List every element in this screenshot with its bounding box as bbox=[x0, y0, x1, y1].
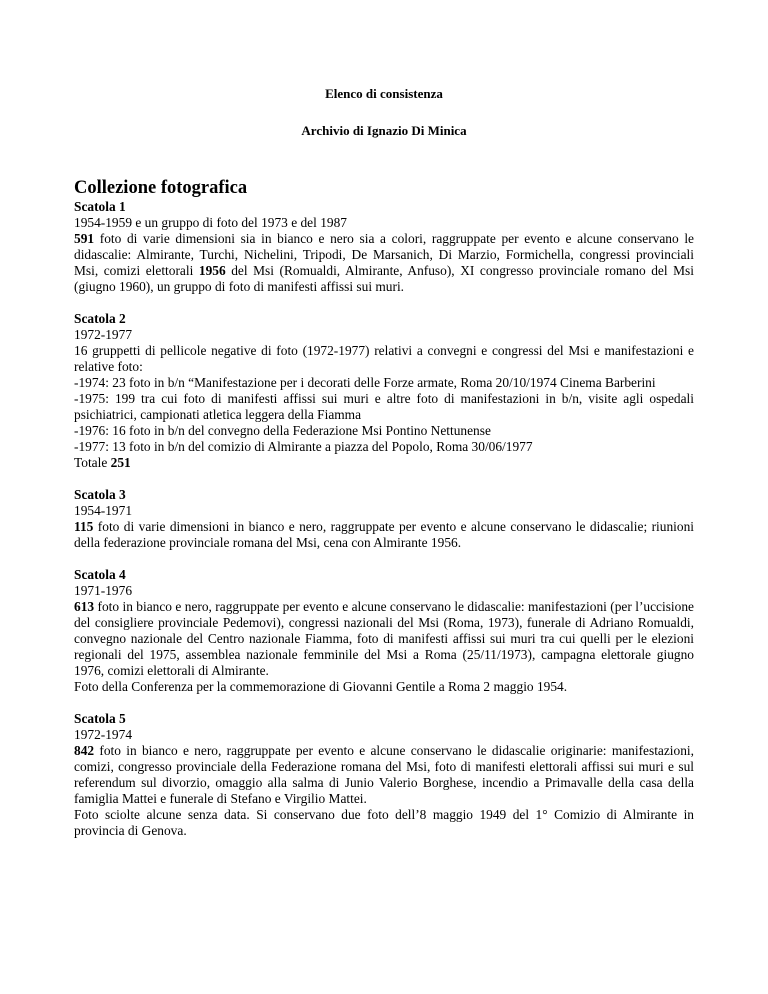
box-extra-note: Foto della Conferenza per la commemorazione di Giovanni Gentile a Roma 2 maggio 1954. bbox=[74, 679, 568, 694]
photo-count: 115 bbox=[74, 519, 94, 534]
list-item: -1974: 23 foto in b/n “Manifestazione per i decorati delle Forze armate, Roma 20/10/1974 Cinema Barberini bbox=[74, 375, 656, 390]
description-text: foto di varie dimensioni in bianco e nero, raggruppate per evento e alcune conservano le didascalie; riunioni della federazione provinciale romana del Msi, cena con Almirante 1956. bbox=[74, 519, 694, 550]
box-years: 1971-1976 bbox=[74, 583, 133, 598]
photo-count: 842 bbox=[74, 743, 95, 758]
box-description bbox=[74, 519, 694, 551]
box-title: Scatola 1 bbox=[74, 199, 126, 214]
box-years: 1954-1959 e un gruppo di foto del 1973 e del 1987 bbox=[74, 215, 347, 230]
box-title: Scatola 5 bbox=[74, 711, 126, 726]
box-entry-1 bbox=[74, 199, 694, 295]
box-description bbox=[74, 599, 694, 679]
description-text: foto di varie dimensioni sia in bianco e nero sia a colori, raggruppate per evento e alcune conservano le didascalie: Almirante, Turchi, Nichelini, Tripodi, De Marsanich, Di Marzio, Formichella, congressi provinciali Msi, comizi elettorali bbox=[74, 231, 694, 278]
document-subtitle: Archivio di Ignazio Di Minica bbox=[301, 123, 467, 138]
box-title: Scatola 2 bbox=[74, 311, 126, 326]
box-entry-2 bbox=[74, 311, 694, 471]
section-heading: Collezione fotografica bbox=[74, 178, 248, 198]
box-entry-3 bbox=[74, 487, 694, 551]
box-years: 1972-1977 bbox=[74, 327, 133, 342]
list-item: -1976: 16 foto in b/n del convegno della Federazione Msi Pontino Nettunense bbox=[74, 423, 491, 438]
box-title: Scatola 3 bbox=[74, 487, 126, 502]
document-title: Elenco di consistenza bbox=[325, 86, 443, 101]
photo-count: 591 bbox=[74, 231, 95, 246]
total-value: 251 bbox=[110, 455, 131, 470]
box-entry-5 bbox=[74, 711, 694, 839]
description-text: del Msi (Romualdi, Almirante, Anfuso), XI congresso provinciale romano del Msi (giugno 1960), un gruppo di foto di manifesti affissi sui muri. bbox=[74, 263, 694, 294]
list-item: -1977: 13 foto in b/n del comizio di Almirante a piazza del Popolo, Roma 30/06/1977 bbox=[74, 439, 533, 454]
box-entry-4 bbox=[74, 567, 694, 695]
box-years: 1954-1971 bbox=[74, 503, 133, 518]
box-title: Scatola 4 bbox=[74, 567, 126, 582]
box-extra-note: Foto sciolte alcune senza data. Si conservano due foto dell’8 maggio 1949 del 1° Comizio di Almirante in provincia di Genova. bbox=[74, 807, 694, 838]
list-item: -1975: 199 tra cui foto di manifesti affissi sui muri e altre foto di manifestazioni in b/n, visite agli ospedali psichiatrici, campionati atletica leggera della Fiamma bbox=[74, 391, 694, 422]
box-description bbox=[74, 743, 694, 807]
year-highlight: 1956 bbox=[198, 263, 226, 278]
total-line bbox=[74, 455, 694, 471]
description-text: foto in bianco e nero, raggruppate per evento e alcune conservano le didascalie originarie: manifestazioni, comizi, congresso provinciale della Federazione romana del Msi, foto di manifesti elettorali affissi sui muri e sul referendum sul divorzio, omaggio alla salma di Junio Valerio Borghese, incendio a Primavalle della casa della famiglia Mattei e funerale di Stefano e Virgilio Mattei. bbox=[74, 743, 694, 806]
box-years: 1972-1974 bbox=[74, 727, 133, 742]
total-label: Totale bbox=[74, 455, 111, 470]
description-text: foto in bianco e nero, raggruppate per evento e alcune conservano le didascalie: manifestazioni (per l’uccisione del consigliere provinciale Pedemovi), congressi nazionali del Msi (Roma, 1973), funerale di Adriano Romualdi, convegno nazionale del Centro nazionale Fiamma, foto di manifesti affissi sui muri tra cui quelli per le elezioni regionali del 1975, assemblea nazionale femminile del Msi a Roma (25/11/1973), campagna elettorale giugno 1976, comizi elettorali di Almirante. bbox=[74, 599, 694, 678]
document-body bbox=[74, 178, 694, 855]
box-description bbox=[74, 231, 694, 295]
box-description: 16 gruppetti di pellicole negative di foto (1972-1977) relativi a convegni e congressi del Msi e manifestazioni e relative foto: bbox=[74, 343, 694, 374]
photo-count: 613 bbox=[74, 599, 95, 614]
